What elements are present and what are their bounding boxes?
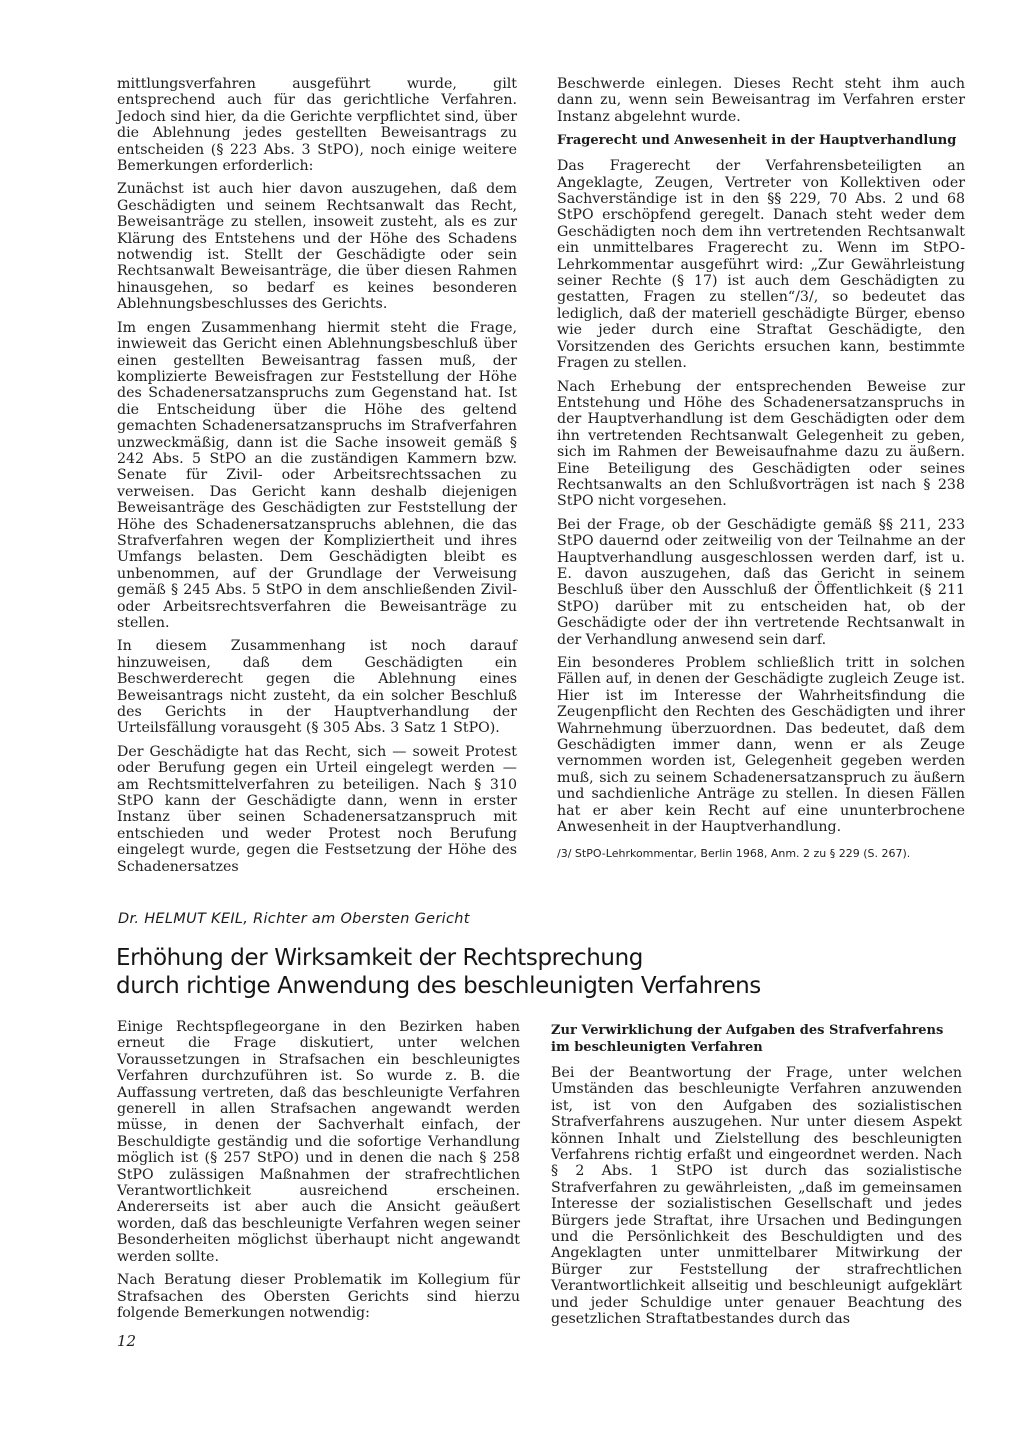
- section-heading: Zur Verwirklichung der Aufgaben des Strafverfahrens im beschleunigten Verfahren: [551, 1023, 944, 1055]
- paragraph: Nach Erhebung der entsprechenden Beweise zur Entstehung und Höhe des Schadenersatzanspruchs in der Hauptverhandlung ist dem Geschädigten oder dem ihn vertretenden Rechtsanwalt Gelegenheit zu geben, sich im Rahmen der Beweisaufnahme dazu zu äußern. Eine Beteiligung des Geschädigten oder seines Rechtsanwalts an den Schlußvorträgen ist nach § 238 StPO nicht vorgesehen.: [557, 378, 965, 510]
- top-right-column: [557, 76, 965, 868]
- paragraph: Das Fragerecht der Verfahrensbeteiligten an Angeklagte, Zeugen, Vertreter von Kollektiven oder Sachverständige ist in den §§ 229, 70 Abs. 2 und 68 StPO erschöpfend geregelt. Danach steht weder dem Geschädigten noch dem ihn vertretenden Rechtsanwalt ein unmittelbares Fragerecht zu. Wenn im StPO-Lehrkommentar ausgeführt wird: „Zur Gewährleistung seiner Rechte (§ 17) ist auch dem Geschädigten zu gestatten, Fragen zu stellen“/3/, so bedeutet das lediglich, daß der materiell geschädigte Bürger, ebenso wie jeder durch eine Straftat Geschädigte, den Vorsitzenden des Gerichts ersuchen kann, bestimmte Fragen zu stellen.: [557, 158, 965, 372]
- paragraph: Bei der Frage, ob der Geschädigte gemäß §§ 211, 233 StPO dauernd oder zeitweilig von der Teilnahme an der Hauptverhandlung ausgeschlossen werden darf, ist u. E. davon auszugehen, daß das Gericht in seinem Beschluß über den Ausschluß der Öffentlichkeit (§ 211 StPO) darüber mit zu entscheiden hat, ob der Geschädigte oder der ihn vertretende Rechtsanwalt in der Verhandlung anwesend sein darf.: [557, 516, 965, 648]
- paragraph: Im engen Zusammenhang hiermit steht die Frage, inwieweit das Gericht einen Ablehnungsbeschluß über einen gestellten Beweisantrag fassen muß, der komplizierte Beweisfragen zur Feststellung der Höhe des Schadenersatzanspruchs zum Gegenstand hat. Ist die Entscheidung über die Höhe des geltend gemachten Schadenersatzanspruchs im Strafverfahren unzweckmäßig, dann ist die Sache insoweit gemäß § 242 Abs. 5 StPO an die zuständigen Kammern bzw. Senate für Zivil- oder Arbeitsrechtssachen zu verweisen. Das Gericht kann deshalb diejenigen Beweisanträge des Geschädigten zur Feststellung der Höhe des Schadenersatzanspruchs ablehnen, die das Strafverfahren wegen der Kompliziertheit und ihres Umfangs belasten. Dem Geschädigten bleibt es unbenommen, auf der Grundlage der Verweisung gemäß § 245 Abs. 5 StPO in dem anschließenden Zivil- oder Arbeitsrechtsverfahren die Beweisanträge zu stellen.: [117, 319, 517, 631]
- paragraph: mittlungsverfahren ausgeführt wurde, gilt entsprechend auch für das gerichtliche Verfahren. Jedoch sind hier, da die Gerichte verpflichtet sind, über die Ablehnung jedes gestellten Beweisantrags zu entscheiden (§ 223 Abs. 3 StPO), noch einige weitere Bemerkungen erforderlich:: [117, 76, 517, 175]
- article-title: [116, 944, 976, 1000]
- article-title-line: Erhöhung der Wirksamkeit der Rechtsprechung: [116, 945, 643, 971]
- page-number: 12: [117, 1332, 137, 1350]
- paragraph: Bei der Beantwortung der Frage, unter welchen Umständen das beschleunigte Verfahren anzuwenden ist, ist von den Aufgaben des sozialistischen Strafverfahrens auszugehen. Nur unter diesem Aspekt können Inhalt und Zielstellung des beschleunigten Verfahrens richtig erfaßt und eingeordnet werden. Nach § 2 Abs. 1 StPO ist durch das sozialistische Strafverfahren zu gewährleisten, „daß im gemeinsamen Interesse der sozialistischen Gesellschaft und jedes Bürgers jede Straftat, ihre Ursachen und Bedingungen und die Persönlichkeit des Beschuldigten und des Angeklagten unter unmittelbarer Mitwirkung der Bürger zur Feststellung der strafrechtlichen Verantwortlichkeit allseitig und beschleunigt aufgeklärt und jeder Schuldige unter genauer Beachtung des gesetzlichen Straftatbestandes durch das: [551, 1065, 962, 1328]
- paragraph: Ein besonderes Problem schließlich tritt in solchen Fällen auf, in denen der Geschädigte zugleich Zeuge ist. Hier ist im Interesse der Wahrheitsfindung die Zeugenpflicht den Rechten des Geschädigten und ihrer Wahrnehmung überzuordnen. Das bedeutet, daß dem Geschädigten immer dann, wenn er als Zeuge vernommen worden ist, Gelegenheit gegeben werden muß, sich zu seinem Schadenersatzanspruch zu äußern und sachdienliche Anträge zu stellen. In diesen Fällen hat er aber kein Recht auf eine ununterbrochene Anwesenheit in der Hauptverhandlung.: [557, 655, 965, 836]
- bottom-right-column: [551, 1019, 962, 1335]
- article-title-line: durch richtige Anwendung des beschleunigten Verfahrens: [116, 973, 761, 999]
- footnote: /3/ StPO-Lehrkommentar, Berlin 1968, Anm. 2 zu § 229 (S. 267).: [557, 847, 911, 861]
- paragraph: Nach Beratung dieser Problematik im Kollegium für Strafsachen des Obersten Gerichts sind hierzu folgende Bemerkungen notwendig:: [117, 1272, 520, 1321]
- bottom-left-column: [117, 1019, 520, 1328]
- paragraph: In diesem Zusammenhang ist noch darauf hinzuweisen, daß dem Geschädigten ein Beschwerderecht gegen die Ablehnung eines Beweisantrags nicht zusteht, da ein solcher Beschluß des Gerichts in der Hauptverhandlung der Urteilsfällung vorausgeht (§ 305 Abs. 3 Satz 1 StPO).: [117, 638, 517, 737]
- paragraph: Der Geschädigte hat das Recht, sich — soweit Protest oder Berufung gegen ein Urteil eingelegt werden — am Rechtsmittelverfahren zu beteiligen. Nach § 310 StPO kann der Geschädigte dann, wenn in erster Instanz über seinen Schadenersatzanspruch mit entschieden und weder Protest noch Berufung eingelegt wurde, gegen die Festsetzung der Höhe des Schadenersatzes: [117, 743, 517, 875]
- paragraph: Zunächst ist auch hier davon auszugehen, daß dem Geschädigten und seinem Rechtsanwalt das Recht, Beweisanträge zu stellen, insoweit zusteht, als es zur Klärung des Entstehens und der Höhe des Schadens notwendig ist. Stellt der Geschädigte oder sein Rechtsanwalt Beweisanträge, die über diesen Rahmen hinausgehen, so bedarf es keines besonderen Ablehnungsbeschlusses des Gerichts.: [117, 181, 517, 313]
- article-author: Dr. HELMUT KEIL, Richter am Obersten Gericht: [118, 911, 470, 927]
- paragraph: Einige Rechtspflegeorgane in den Bezirken haben erneut die Frage diskutiert, unter welchen Voraussetzungen in Strafsachen ein beschleunigtes Verfahren durchzuführen ist. So wurde z. B. die Auffassung vertreten, daß das beschleunigte Verfahren generell in allen Strafsachen angewandt werden müsse, in denen der Sachverhalt einfach, der Beschuldigte geständig und die sofortige Verhandlung möglich ist (§ 257 StPO) und in denen die nach § 258 StPO zulässigen Maßnahmen der strafrechtlichen Verantwortlichkeit ausreichend erscheinen. Andererseits ist aber auch die Ansicht geäußert worden, daß das beschleunigte Verfahren wegen seiner Besonderheiten möglichst überhaupt nicht angewandt werden sollte.: [117, 1019, 520, 1265]
- paragraph: Beschwerde einlegen. Dieses Recht steht ihm auch dann zu, wenn sein Beweisantrag im Verfahren erster Instanz abgelehnt wurde.: [557, 76, 965, 125]
- section-heading: Fragerecht und Anwesenheit in der Hauptverhandlung: [557, 133, 957, 149]
- top-left-column: [117, 76, 517, 882]
